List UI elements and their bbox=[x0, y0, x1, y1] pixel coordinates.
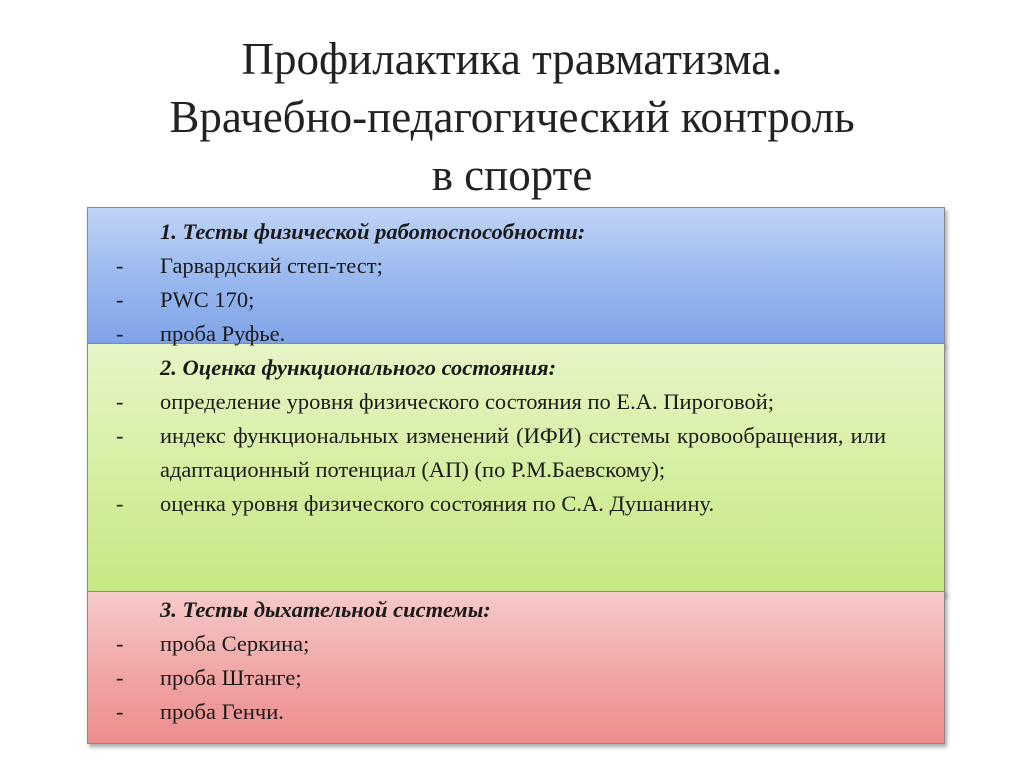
section-1-item-1 bbox=[116, 249, 886, 283]
slide-title bbox=[40, 30, 984, 204]
section-2-heading: 2. Оценка функционального состояния: bbox=[160, 355, 557, 380]
bullet-dash: - bbox=[116, 253, 124, 278]
item-text: Гарвардский степ-тест; bbox=[160, 253, 383, 278]
item-text: проба Руфье. bbox=[160, 321, 286, 346]
item-text: проба Генчи. bbox=[160, 699, 284, 724]
section-1-heading: 1. Тесты физической работоспособности: bbox=[160, 219, 586, 244]
section-2 bbox=[116, 351, 886, 521]
section-1 bbox=[116, 215, 886, 351]
section-1-item-2 bbox=[116, 283, 886, 317]
bullet-dash: - bbox=[116, 287, 124, 312]
section-2-item-2 bbox=[116, 419, 886, 487]
item-text: проба Серкина; bbox=[160, 631, 310, 656]
section-3-item-2 bbox=[116, 661, 886, 695]
section-3-item-3 bbox=[116, 695, 886, 729]
bullet-dash: - bbox=[116, 423, 124, 448]
item-text: индекс функциональных изменений (ИФИ) системы кровообращения, или адаптационный потенциал (АП) (по Р.М.Баевскому); bbox=[160, 423, 886, 482]
bullet-dash: - bbox=[116, 389, 124, 414]
bullet-dash: - bbox=[116, 631, 124, 656]
item-text: проба Штанге; bbox=[160, 665, 302, 690]
item-text: определение уровня физического состояния по Е.А. Пироговой; bbox=[160, 389, 774, 414]
title-line-1: Профилактика травматизма. bbox=[241, 34, 783, 84]
section-3-item-1 bbox=[116, 627, 886, 661]
bullet-dash: - bbox=[116, 699, 124, 724]
section-3 bbox=[116, 593, 886, 729]
bullet-dash: - bbox=[116, 665, 124, 690]
section-2-item-3 bbox=[116, 487, 886, 521]
section-1-item-3 bbox=[116, 317, 886, 351]
section-3-heading: 3. Тесты дыхательной системы: bbox=[160, 597, 491, 622]
title-line-3: в спорте bbox=[431, 150, 593, 200]
item-text: PWC 170; bbox=[160, 287, 255, 312]
section-2-item-1 bbox=[116, 385, 886, 419]
bullet-dash: - bbox=[116, 321, 124, 346]
title-line-2: Врачебно-педагогический контроль bbox=[169, 92, 855, 142]
bullet-dash: - bbox=[116, 491, 124, 516]
item-text: оценка уровня физического состояния по С.А. Душанину. bbox=[160, 491, 715, 516]
